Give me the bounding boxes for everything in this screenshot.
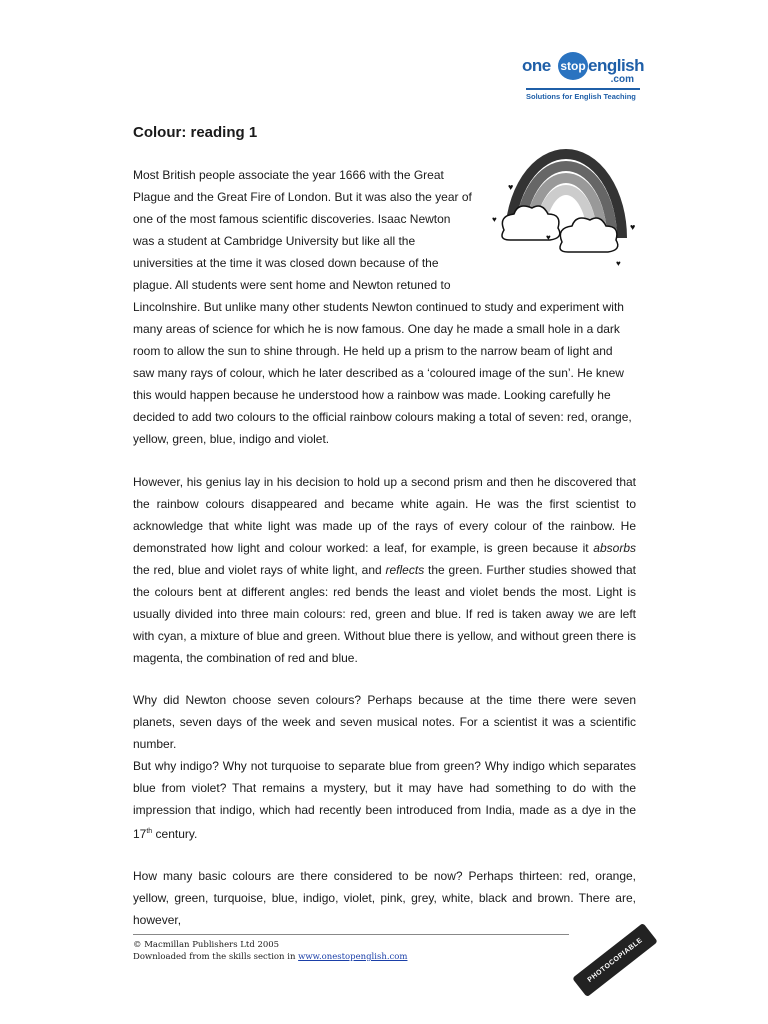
svg-text:♥: ♥ bbox=[492, 215, 497, 224]
svg-text:♥: ♥ bbox=[508, 182, 514, 192]
logo-english: english bbox=[588, 56, 645, 75]
text-line: Most British people associate the year 1666 with the Great bbox=[133, 168, 444, 182]
logo-one: one bbox=[522, 56, 551, 75]
paragraph-2-text-b: the red, blue and violet rays of white light, and bbox=[133, 563, 386, 577]
text-line: one of the most famous scientific discoveries. Isaac Newton bbox=[133, 212, 451, 226]
logo-divider bbox=[526, 88, 640, 90]
logo-tagline: Solutions for English Teaching bbox=[526, 92, 636, 101]
paragraph-3: Why did Newton choose seven colours? Perhaps because at the time there were seven planets, seven days of the week and seven musical notes. For a scientist it was a scientific number. bbox=[133, 693, 636, 751]
paragraph-5: How many basic colours are there considered to be now? Perhaps thirteen: red, orange, yellow, green, turquoise, blue, indigo, violet, pink, grey, white, black and brown. There are, however, bbox=[133, 869, 636, 927]
word-reflects: reflects bbox=[385, 563, 425, 577]
text-line: universities at the time it was closed down because of the bbox=[133, 256, 439, 270]
paragraph-2 bbox=[133, 471, 636, 669]
text-line: Plague and the Great Fire of London. But it was also the year of bbox=[133, 190, 472, 204]
page-title: Colour: reading 1 bbox=[133, 124, 258, 141]
paragraph-1-continued: Lincolnshire. But unlike many other students Newton continued to study and experiment with many areas of science for which he is now famous. One day he made a small hole in a dark room to allow the sun to shine through. He held up a prism to the narrow beam of light and saw many rays of colour, which he later described as a ‘coloured image of the sun’. He knew this would happen because he understood how a rainbow was made. Looking carefully he decided to add two colours to the official rainbow colours making a total of seven: red, orange, yellow, green, blue, indigo and violet. bbox=[133, 300, 632, 446]
footer-download-note bbox=[133, 951, 407, 963]
paragraph-2-text-c: the green. Further studies showed that the colours bent at different angles: red bends the least and violet bends the most. Light is usually divided into three main colours: red, green and blue. If red is taken away we are left with cyan, a mixture of blue and green. Without blue there is yellow, and without green there is magenta, the combination of red and blue. bbox=[133, 563, 637, 665]
logo-stop-circle: stop bbox=[558, 52, 588, 80]
paragraph-1 bbox=[133, 164, 636, 450]
paragraph-4-text-a: But why indigo? Why not turquoise to separate blue from green? Why indigo which separates blue from violet? That remains a mystery, but it may have had something to do with the impression that indigo, which had recently been introduced from India, made as a dye in the 17 bbox=[133, 759, 636, 841]
footer-divider bbox=[133, 934, 569, 935]
logo-com: .com bbox=[610, 74, 634, 85]
svg-text:♥: ♥ bbox=[630, 222, 636, 232]
text-line: plague. All students were sent home and Newton retuned to bbox=[133, 278, 451, 292]
text-line: was a student at Cambridge University but like all the bbox=[133, 234, 416, 248]
photocopiable-stamp: PHOTOCOPIABLE bbox=[572, 923, 658, 997]
paragraph-2-text-a: However, his genius lay in his decision to hold up a second prism and then he discovered that the rainbow colours disappeared and became white again. He was the first scientist to acknowledge that white light was made up of the rays of every colour of the rainbow. He demonstrated how light and colour worked: a leaf, for example, is green because it bbox=[133, 475, 636, 555]
onestopenglish-logo bbox=[522, 52, 645, 104]
paragraph-4-text-b: century. bbox=[152, 827, 198, 841]
svg-text:♥: ♥ bbox=[546, 233, 551, 242]
superscript-th: th bbox=[146, 828, 153, 835]
paragraph-1-lines bbox=[133, 164, 473, 296]
footer bbox=[133, 939, 407, 963]
word-absorbs: absorbs bbox=[593, 541, 636, 555]
svg-text:♥: ♥ bbox=[616, 259, 621, 268]
footer-copyright: © Macmillan Publishers Ltd 2005 bbox=[133, 940, 280, 950]
footer-website-link[interactable]: www.onestopenglish.com bbox=[298, 952, 408, 962]
footer-downloaded-text: Downloaded from the skills section in bbox=[133, 952, 299, 962]
paragraph-4 bbox=[133, 755, 636, 845]
